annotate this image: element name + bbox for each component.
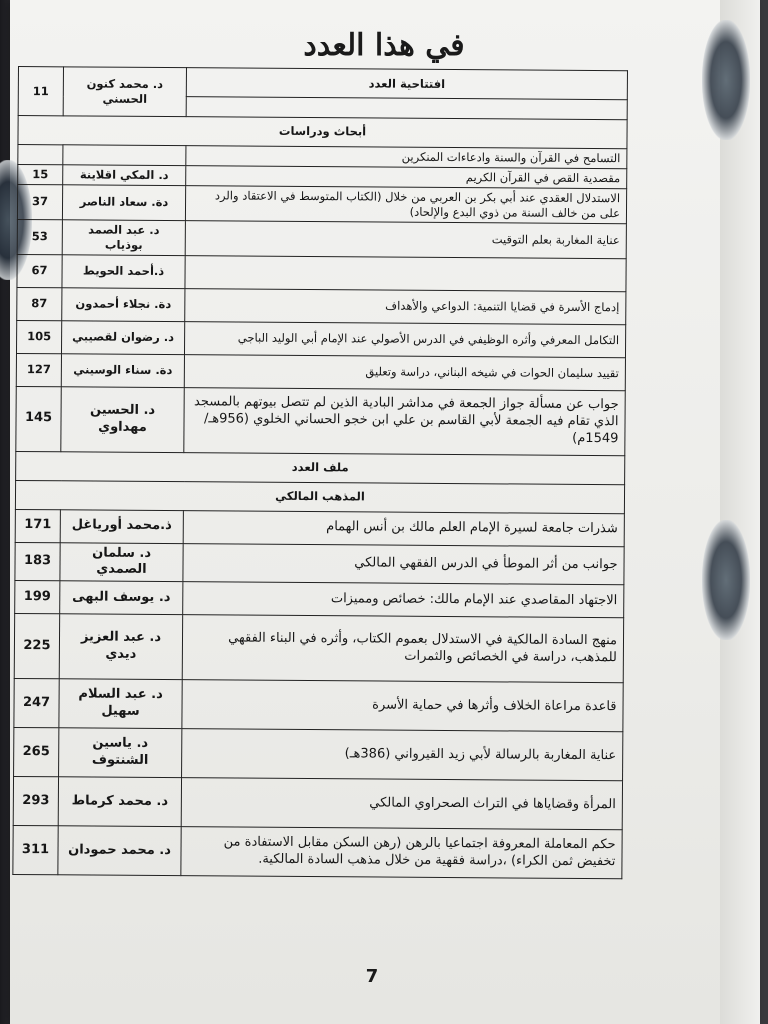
table-row bbox=[18, 67, 627, 100]
entry-title: شذرات جامعة لسيرة الإمام العلم مالك بن أنس الهمام bbox=[183, 510, 624, 546]
entry-page bbox=[18, 144, 63, 164]
entry-author bbox=[63, 145, 186, 166]
entry-author: د. عبد السلام سهيل bbox=[59, 679, 182, 729]
entry-author: د. محمد كنون الحسني bbox=[63, 67, 186, 117]
entry-page: 15 bbox=[18, 164, 63, 184]
section-heading: ملف العدد bbox=[16, 451, 625, 484]
section-heading: أبحاث ودراسات bbox=[18, 115, 627, 148]
table-row bbox=[16, 386, 625, 455]
entry-author: دة. سناء الوسيني bbox=[61, 353, 184, 387]
entry-author: دة. سعاد الناصر bbox=[62, 185, 185, 221]
entry-author: د. الحسين مهداوي bbox=[61, 386, 184, 452]
ornament-icon bbox=[702, 520, 750, 640]
table-row bbox=[15, 542, 624, 585]
entry-author: ذ.أحمد الحويط bbox=[62, 254, 185, 288]
entry-author: د. المكي اقلاينة bbox=[63, 165, 186, 186]
entry-page: 37 bbox=[17, 184, 62, 219]
entry-author: د. عبد العزيز ديدي bbox=[59, 614, 182, 680]
table-row bbox=[16, 451, 625, 484]
entry-author: د. يوسف البهى bbox=[60, 581, 183, 615]
entry-author: ذ.محمد أورياغل bbox=[60, 509, 183, 543]
entry-author: د. عبد الصمد بوذياب bbox=[62, 220, 185, 256]
table-row bbox=[17, 287, 626, 324]
entry-page: 171 bbox=[15, 509, 60, 542]
entry-title: عناية المغاربة بعلم التوقيت bbox=[185, 220, 626, 258]
opening-heading: افتتاحية العدد bbox=[186, 68, 627, 100]
page-title: في هذا العدد bbox=[303, 28, 465, 63]
table-row bbox=[15, 509, 624, 546]
table-row bbox=[17, 219, 626, 258]
entry-page: 183 bbox=[15, 542, 60, 581]
table-row bbox=[17, 254, 626, 291]
entry-author: د. سلمان الصمدي bbox=[60, 542, 183, 582]
entry-title: التكامل المعرفي وأثره الوظيفي في الدرس الأصولي عند الإمام أبي الوليد الباجي bbox=[184, 321, 625, 357]
entry-page: 311 bbox=[13, 826, 58, 875]
entry-title: إدماج الأسرة في قضايا التنمية: الدواعي والأهداف bbox=[185, 288, 626, 324]
entry-author: د. محمد كرماط bbox=[58, 777, 181, 827]
page-number: 7 bbox=[365, 966, 379, 987]
entry-page: 67 bbox=[17, 254, 62, 287]
entry-author: د. رضوان لقصيبي bbox=[61, 320, 184, 354]
section-subheading: المذهب المالكي bbox=[15, 480, 624, 513]
entry-page: 127 bbox=[16, 353, 61, 386]
table-row bbox=[16, 353, 625, 390]
entry-page: 247 bbox=[14, 679, 59, 728]
contents-table bbox=[12, 66, 628, 880]
entry-page: 265 bbox=[14, 728, 59, 777]
entry-title: منهج السادة المالكية في الاستدلال بعموم الكتاب، وأثره في البناء الفقهي للمذهب، دراسة في الخصائص والثمرات bbox=[182, 615, 623, 683]
entry-page: 53 bbox=[17, 219, 62, 254]
table-row bbox=[14, 614, 623, 683]
table-row bbox=[17, 184, 626, 223]
entry-title bbox=[185, 255, 626, 291]
entry-page: 11 bbox=[18, 67, 63, 116]
entry-title: عناية المغاربة بالرسالة لأبي زيد القيرواني (386هـ) bbox=[182, 729, 623, 781]
table-row bbox=[18, 115, 627, 148]
entry-page: 199 bbox=[15, 581, 60, 614]
entry-page: 87 bbox=[17, 287, 62, 320]
table-row bbox=[16, 320, 625, 357]
table-row bbox=[13, 826, 622, 879]
entry-title: قاعدة مراعاة الخلاف وأثرها في حماية الأسرة bbox=[182, 680, 623, 732]
entry-page: 225 bbox=[14, 614, 59, 679]
table-row bbox=[15, 581, 624, 618]
entry-title: الاستدلال العقدي عند أبي بكر بن العربي من خلال (الكتاب المتوسط في الاعتقاد والرد على من خالف السنة من ذوي البدع والإلحاد) bbox=[185, 185, 626, 223]
entry-title: التسامح في القرآن والسنة وادعاءات المنكرين bbox=[186, 146, 627, 169]
entry-author: د. محمد حمودان bbox=[58, 826, 181, 876]
entry-title: المرأة وقضاياها في التراث الصحراوي المالكي bbox=[181, 778, 622, 830]
table-row bbox=[13, 777, 622, 830]
entry-page: 293 bbox=[13, 777, 58, 826]
next-page-edge bbox=[720, 0, 760, 1024]
entry-title: الاجتهاد المقاصدي عند الإمام مالك: خصائص ومميزات bbox=[183, 582, 624, 618]
entry-page: 105 bbox=[16, 320, 61, 353]
entry-title: جوانب من أثر الموطأ في الدرس الفقهي المالكي bbox=[183, 543, 624, 585]
table-row bbox=[14, 728, 623, 781]
entry-page: 145 bbox=[16, 386, 61, 451]
entry-author: د. ياسين الشنتوف bbox=[59, 728, 182, 778]
entry-title: جواب عن مسألة جواز الجمعة في مداشر البادية الذين لم تتصل بيوتهم بالمسجد الذي تقام فيه الجمعة لأبي القاسم بن علي ابن خجو الحساني الخلوي (956هـ/ 1549م) bbox=[184, 387, 625, 455]
table-row bbox=[15, 480, 624, 513]
entry-title: تقييد سليمان الحوات في شيخه البناني، دراسة وتعليق bbox=[184, 354, 625, 390]
table-row bbox=[14, 679, 623, 732]
entry-author: دة. نجلاء أحمدون bbox=[62, 287, 185, 321]
entry-title: حكم المعاملة المعروفة اجتماعيا بالرهن (رهن السكن مقابل الاستفادة من تخفيض ثمن الكراء) ،دراسة فقهية من خلال مذهب السادة المالكية. bbox=[181, 827, 622, 879]
entry-title: مقصدية القص في القرآن الكريم bbox=[186, 166, 627, 189]
